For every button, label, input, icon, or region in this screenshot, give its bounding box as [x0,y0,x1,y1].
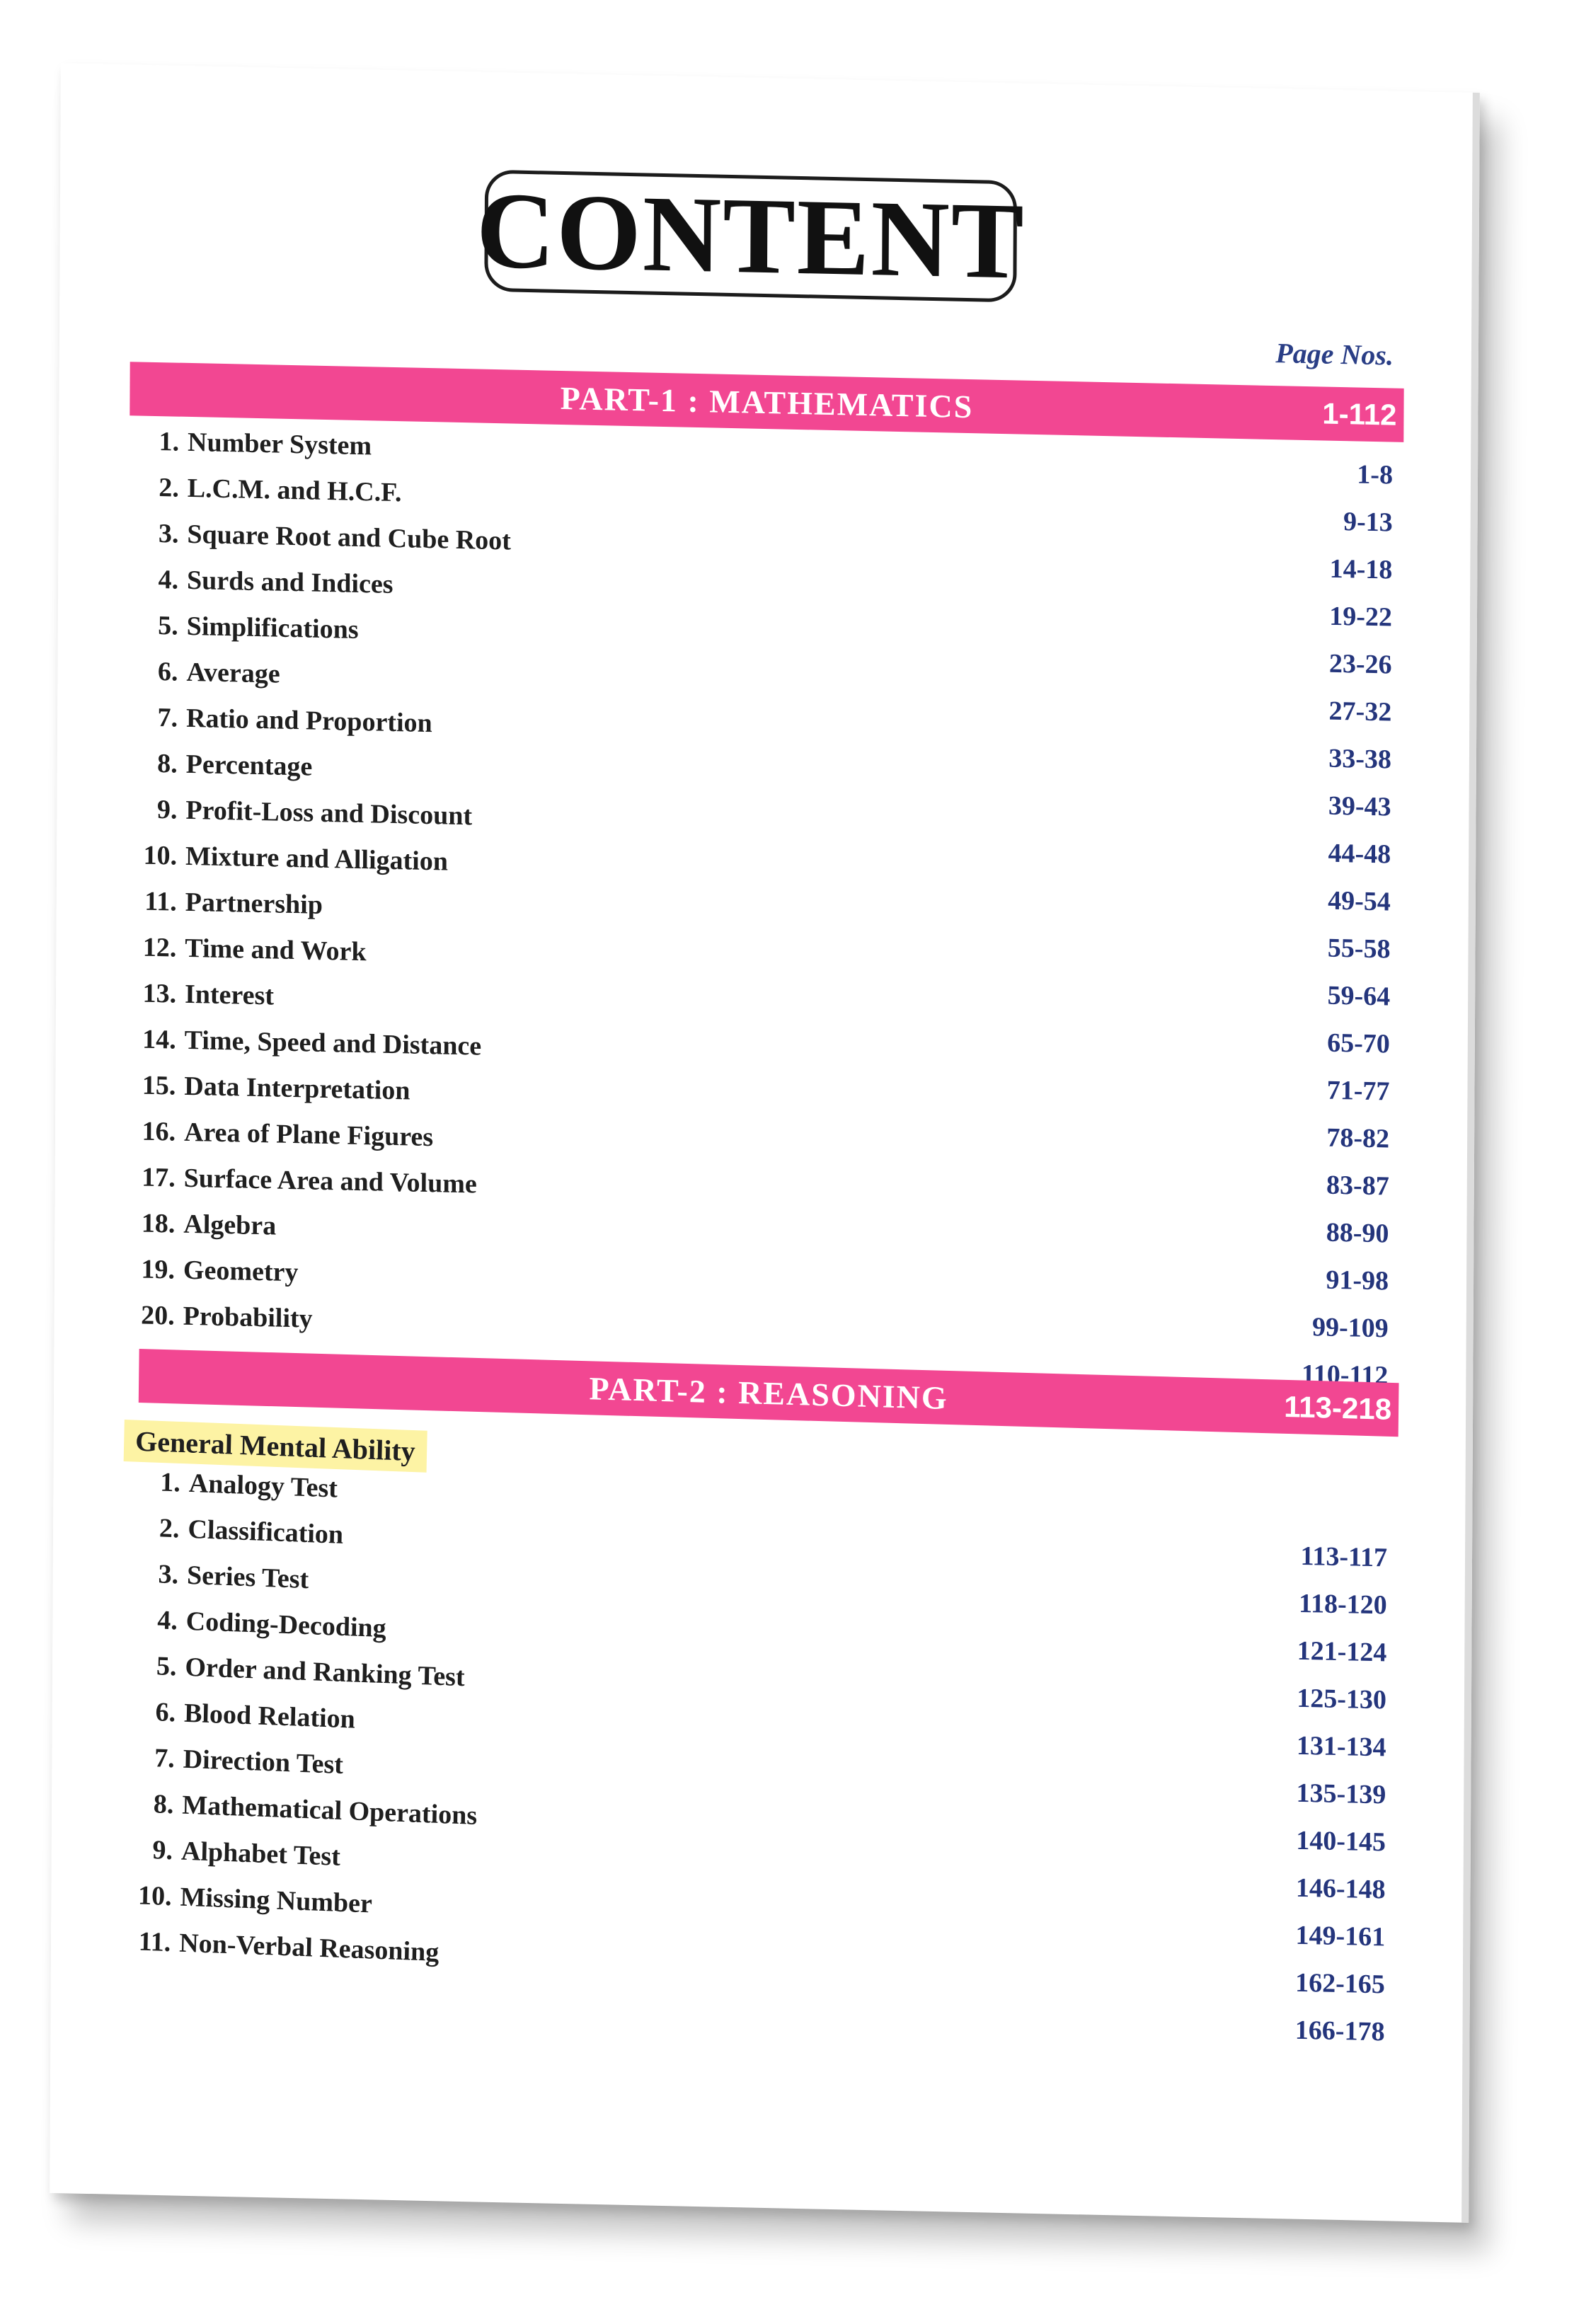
list-item: 6. Blood Relation [155,1697,356,1735]
page-range: 44-48 [1328,838,1391,870]
page-range: 125-130 [1297,1683,1387,1715]
page-range: 9-13 [1343,507,1393,538]
part2-range: 113-218 [1284,1389,1392,1426]
list-item: 19. Geometry [141,1254,299,1288]
page-range: 113-117 [1300,1541,1388,1573]
page-range: 146-148 [1295,1873,1386,1905]
part1-title: PART-1 : MATHEMATICS [560,379,974,425]
title-box [476,170,1026,303]
list-item: 8. Mathematical Operations [153,1789,478,1831]
list-item: 18. Algebra [141,1208,277,1241]
list-item: 20. Probability [141,1300,313,1334]
page-range: 71-77 [1326,1075,1390,1107]
page-range: 91-98 [1326,1265,1389,1296]
part1-range: 1-112 [1322,396,1397,432]
book-page [50,63,1480,2223]
page-range: 49-54 [1328,885,1391,917]
list-item: 11. Non-Verbal Reasoning [138,1926,440,1968]
list-item: 10. Missing Number [137,1880,373,1919]
page-range: 1-8 [1357,459,1394,490]
page-range: 88-90 [1326,1217,1389,1249]
list-item: 3. Square Root and Cube Root [158,519,512,556]
list-item: 4. Surds and Indices [158,565,394,599]
list-item: 16. Area of Plane Figures [142,1116,434,1153]
list-item: 12. Time and Work [142,932,367,967]
list-item: 7. Direction Test [154,1743,344,1781]
page-range: 83-87 [1326,1170,1389,1202]
list-item: 4. Coding-Decoding [156,1605,387,1644]
list-item: 3. Series Test [158,1559,309,1595]
list-item: 10. Mixture and Alligation [143,840,449,877]
part2-title: PART-2 : REASONING [589,1369,949,1416]
list-item: 14. Time, Speed and Distance [142,1024,482,1062]
list-item: 2. Classification [159,1513,344,1550]
list-item: 1. Number System [159,427,372,461]
page-title: CONTENT [476,170,1026,302]
part1-topic-list [139,419,511,1347]
list-item: 9. Profit-Loss and Discount [156,795,473,832]
list-item: 15. Data Interpretation [142,1070,410,1106]
list-item: 9. Alphabet Test [152,1835,341,1872]
page-range: 14-18 [1329,553,1393,585]
part1-page-numbers [1302,450,1393,1400]
page-range: 39-43 [1328,790,1391,822]
page-range: 162-165 [1295,1967,1385,2000]
part2-subheading: General Mental Ability [124,1420,427,1473]
page-range: 65-70 [1327,1028,1390,1059]
part2-header-bar [139,1349,1399,1437]
page-range: 121-124 [1297,1635,1387,1668]
list-item: 6. Average [157,657,280,689]
page-range: 27-32 [1328,696,1392,727]
list-item: 2. L.C.M. and H.C.F. [159,473,402,508]
page-range: 99-109 [1311,1312,1389,1344]
page-range: 19-22 [1329,601,1393,633]
page-range: 166-178 [1294,2015,1385,2047]
page-nos-label: Page Nos. [1275,337,1394,372]
page-range: 23-26 [1328,648,1392,680]
list-item: 11. Partnership [144,886,323,920]
list-item: 1. Analogy Test [159,1467,338,1504]
page-range: 140-145 [1296,1825,1386,1858]
list-item: 17. Surface Area and Volume [142,1162,477,1200]
page-range: 33-38 [1328,743,1392,775]
page-range: 55-58 [1327,933,1391,965]
page-range: 135-139 [1296,1778,1386,1810]
page-range: 118-120 [1298,1588,1387,1621]
list-item: 5. Order and Ranking Test [156,1651,466,1693]
part2-topic-list [135,1459,485,1977]
page-range: 149-161 [1295,1920,1386,1952]
list-item: 7. Ratio and Proportion [157,703,432,739]
part2-page-numbers [1295,1533,1388,2056]
page-range: 131-134 [1296,1730,1386,1763]
page-range: 78-82 [1326,1122,1390,1154]
page-range: 59-64 [1327,980,1391,1012]
list-item: 13. Interest [142,978,275,1011]
list-item: 5. Simplifications [158,611,359,645]
list-item: 8. Percentage [157,749,313,782]
page-range: 110-112 [1301,1359,1389,1391]
